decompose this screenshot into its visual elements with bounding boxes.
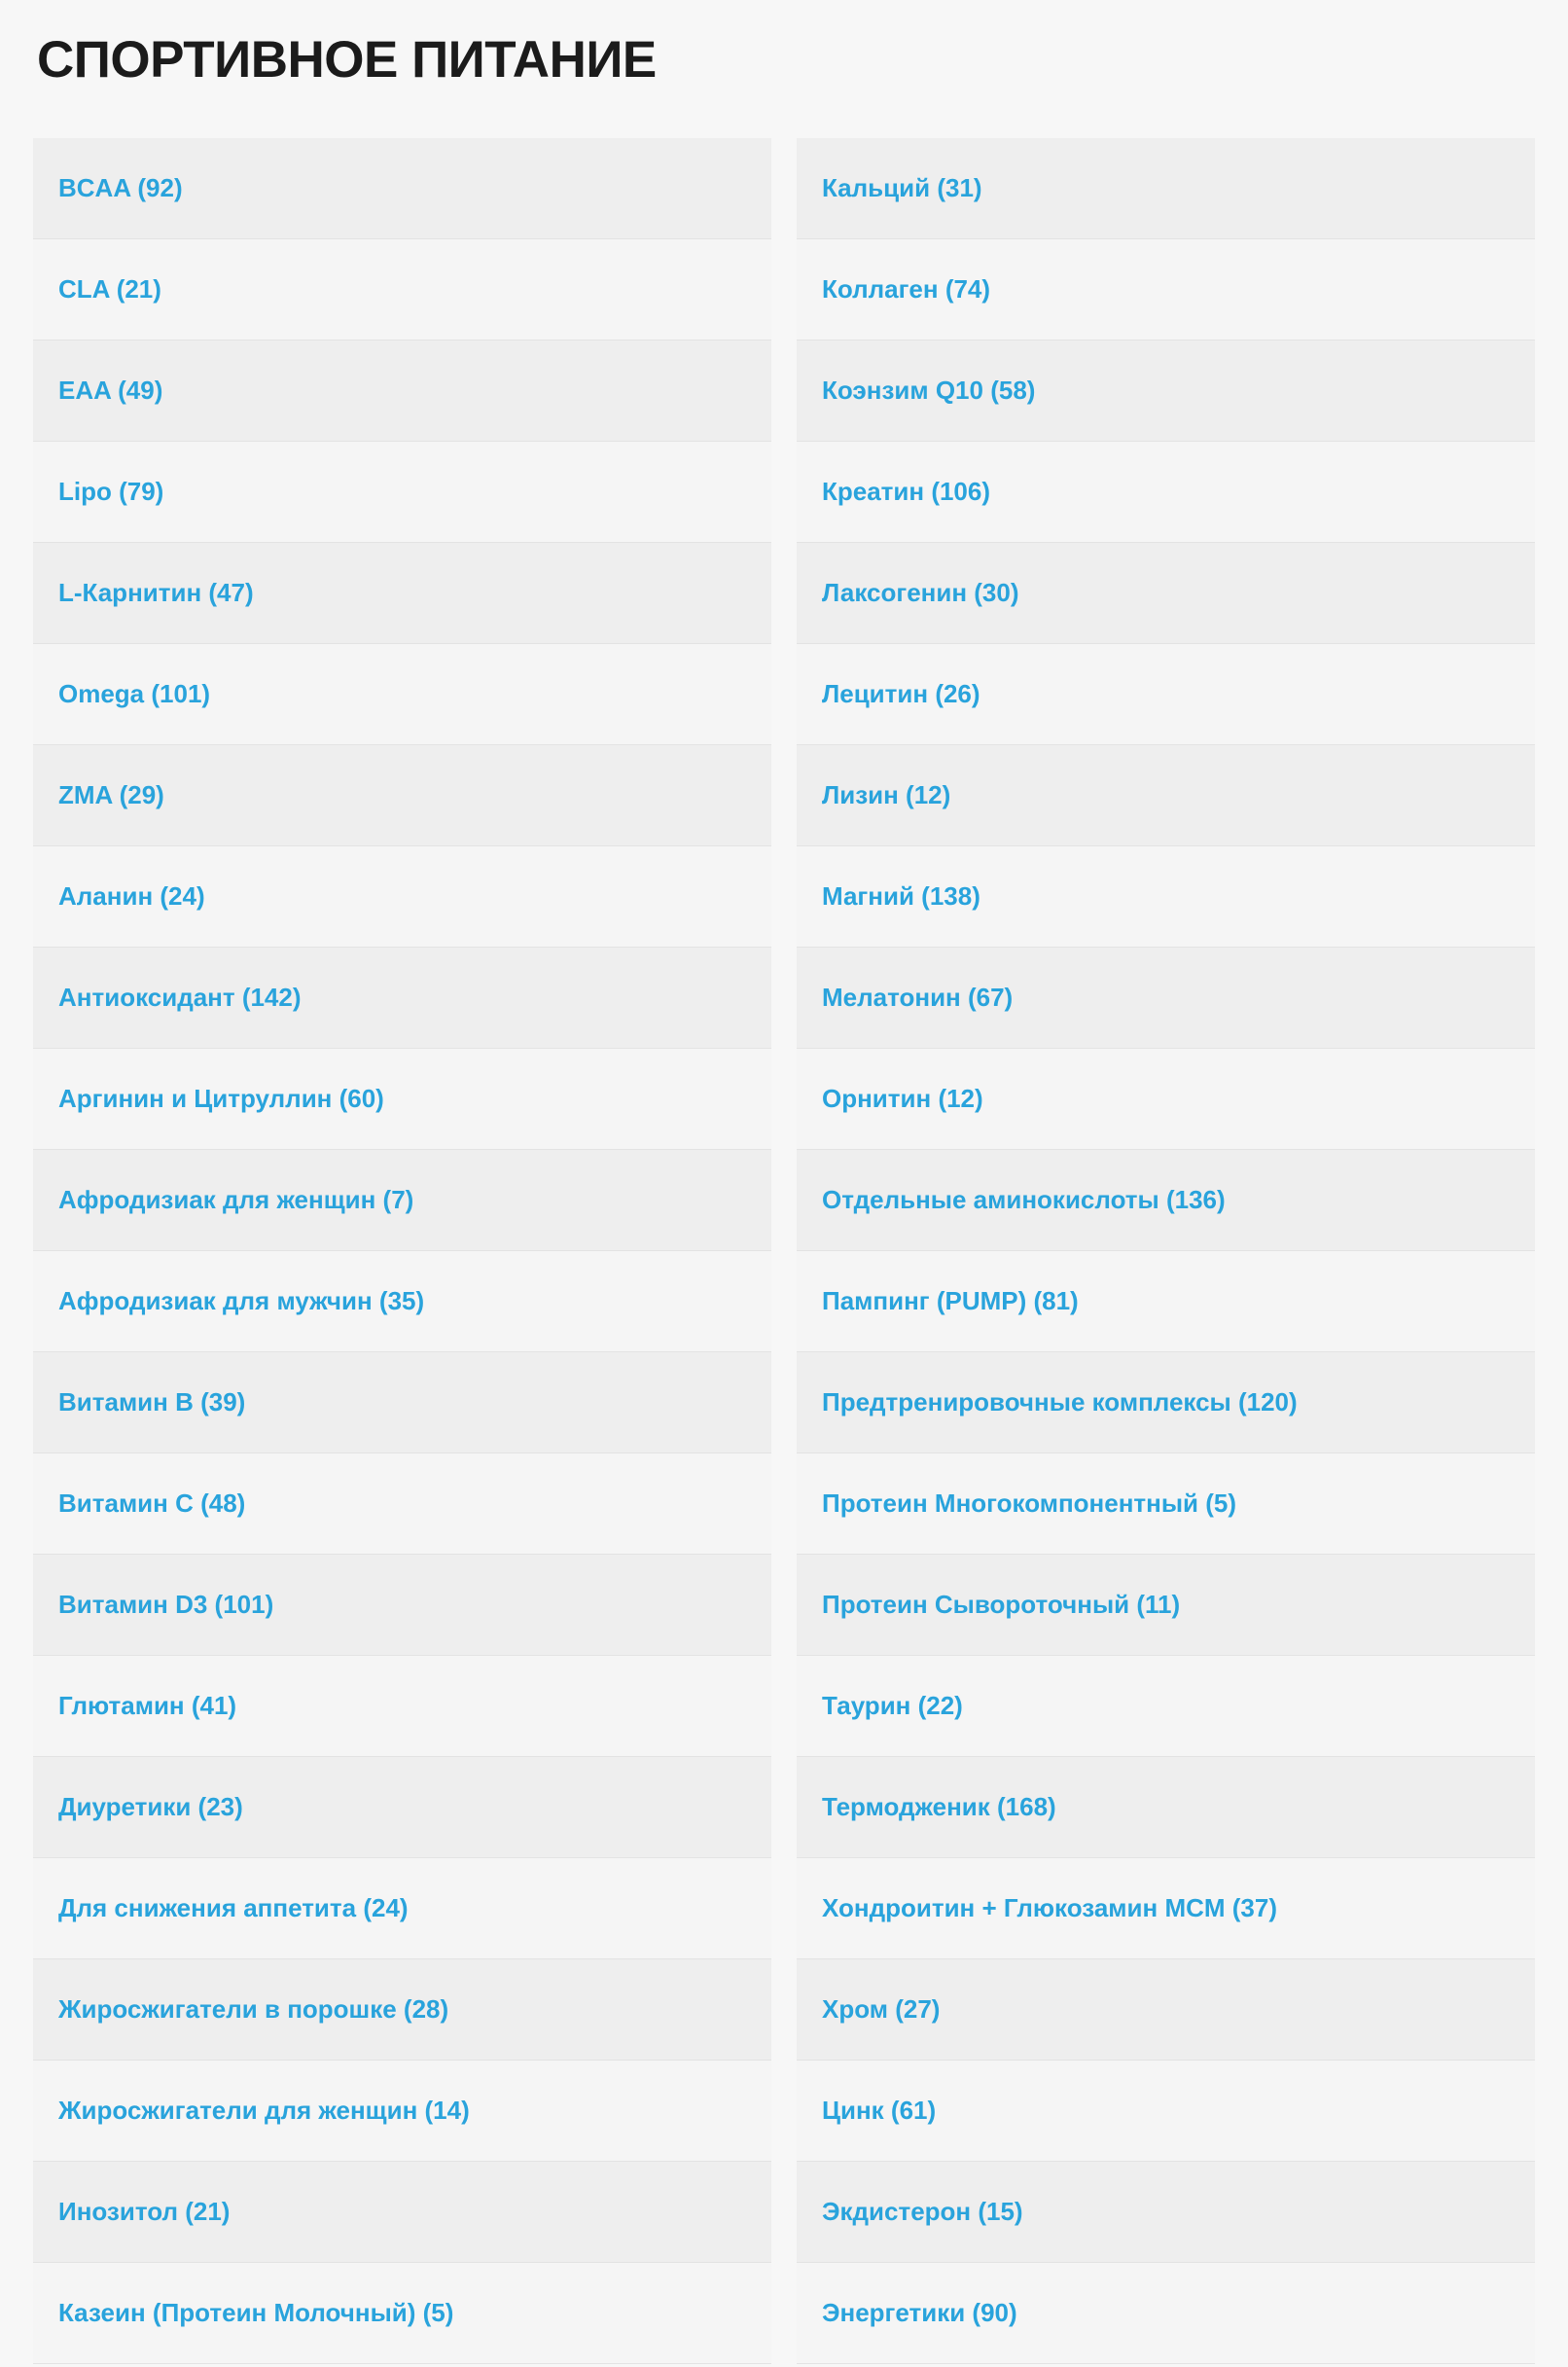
category-label: Лизин (12) [822, 779, 951, 809]
category-label: Диуретики (23) [58, 1791, 243, 1821]
category-label: Аргинин и Цитруллин (60) [58, 1083, 384, 1113]
category-label: EAA (49) [58, 375, 163, 405]
category-link[interactable] [797, 1049, 1535, 1150]
category-label: Глютамин (41) [58, 1690, 237, 1720]
category-grid [33, 138, 1535, 2364]
category-link[interactable] [33, 1656, 771, 1757]
category-link[interactable] [797, 948, 1535, 1049]
category-label: Таурин (22) [822, 1690, 963, 1720]
category-label: Пампинг (PUMP) (81) [822, 1285, 1079, 1315]
category-link[interactable] [797, 2061, 1535, 2162]
category-column-right [797, 138, 1535, 2364]
category-label: Хондроитин + Глюкозамин MCM (37) [822, 1892, 1277, 1922]
category-link[interactable] [797, 846, 1535, 948]
category-link[interactable] [797, 442, 1535, 543]
category-link[interactable] [33, 1049, 771, 1150]
category-link[interactable] [33, 543, 771, 644]
category-label: Экдистерон (15) [822, 2196, 1023, 2226]
category-link[interactable] [33, 745, 771, 846]
category-link[interactable] [33, 1555, 771, 1656]
category-column-left [33, 138, 771, 2364]
category-link[interactable] [797, 1150, 1535, 1251]
category-label: Магний (138) [822, 880, 980, 911]
category-link[interactable] [33, 2162, 771, 2263]
category-link[interactable] [797, 1656, 1535, 1757]
category-link[interactable] [33, 1858, 771, 1959]
category-label: Кальций (31) [822, 172, 982, 202]
category-link[interactable] [797, 239, 1535, 341]
category-label: Лаксогенин (30) [822, 577, 1019, 607]
category-link[interactable] [797, 2162, 1535, 2263]
category-link[interactable] [33, 948, 771, 1049]
category-label: Цинк (61) [822, 2095, 937, 2125]
category-link[interactable] [33, 1251, 771, 1352]
category-link[interactable] [797, 2263, 1535, 2364]
category-label: Для снижения аппетита (24) [58, 1892, 409, 1922]
category-link[interactable] [33, 1757, 771, 1858]
category-label: Omega (101) [58, 678, 211, 708]
category-link[interactable] [797, 1352, 1535, 1453]
category-label: Протеин Сывороточный (11) [822, 1589, 1181, 1619]
category-label: Отдельные аминокислоты (136) [822, 1184, 1226, 1214]
category-label: Витамин D3 (101) [58, 1589, 274, 1619]
category-link[interactable] [797, 1858, 1535, 1959]
category-link[interactable] [33, 1453, 771, 1555]
category-link[interactable] [797, 1453, 1535, 1555]
category-label: L-Карнитин (47) [58, 577, 254, 607]
category-label: Протеин Многокомпонентный (5) [822, 1488, 1237, 1518]
category-link[interactable] [33, 644, 771, 745]
category-label: Жиросжигатели для женщин (14) [58, 2095, 470, 2125]
category-link[interactable] [33, 138, 771, 239]
category-label: BCAA (92) [58, 172, 183, 202]
category-label: Лецитин (26) [822, 678, 980, 708]
category-link[interactable] [33, 442, 771, 543]
category-link[interactable] [33, 846, 771, 948]
category-label: Витамин B (39) [58, 1386, 246, 1417]
category-label: Энергетики (90) [822, 2297, 1017, 2327]
category-label: Инозитол (21) [58, 2196, 231, 2226]
category-label: Коллаген (74) [822, 273, 991, 304]
category-link[interactable] [797, 543, 1535, 644]
category-link[interactable] [797, 1757, 1535, 1858]
category-link[interactable] [797, 745, 1535, 846]
category-label: Предтренировочные комплексы (120) [822, 1386, 1298, 1417]
category-label: ZMA (29) [58, 779, 164, 809]
category-label: Витамин C (48) [58, 1488, 246, 1518]
category-label: Аланин (24) [58, 880, 205, 911]
category-link[interactable] [797, 341, 1535, 442]
category-label: Коэнзим Q10 (58) [822, 375, 1036, 405]
category-link[interactable] [797, 1959, 1535, 2061]
category-link[interactable] [33, 1352, 771, 1453]
category-link[interactable] [33, 1150, 771, 1251]
page-title: СПОРТИВНОЕ ПИТАНИЕ [37, 31, 657, 89]
category-label: Термодженик (168) [822, 1791, 1056, 1821]
category-label: CLA (21) [58, 273, 161, 304]
category-label: Мелатонин (67) [822, 982, 1014, 1012]
category-label: Антиоксидант (142) [58, 982, 302, 1012]
category-link[interactable] [33, 341, 771, 442]
category-label: Казеин (Протеин Молочный) (5) [58, 2297, 454, 2327]
category-label: Хром (27) [822, 1993, 941, 2024]
category-label: Орнитин (12) [822, 1083, 983, 1113]
category-link[interactable] [797, 1555, 1535, 1656]
category-label: Афродизиак для мужчин (35) [58, 1285, 425, 1315]
category-link[interactable] [33, 1959, 771, 2061]
category-link[interactable] [33, 2061, 771, 2162]
category-link[interactable] [797, 1251, 1535, 1352]
category-label: Lipo (79) [58, 476, 164, 506]
category-link[interactable] [797, 644, 1535, 745]
category-link[interactable] [797, 138, 1535, 239]
category-link[interactable] [33, 239, 771, 341]
category-link[interactable] [33, 2263, 771, 2364]
category-label: Креатин (106) [822, 476, 991, 506]
category-label: Жиросжигатели в порошке (28) [58, 1993, 449, 2024]
category-label: Афродизиак для женщин (7) [58, 1184, 414, 1214]
